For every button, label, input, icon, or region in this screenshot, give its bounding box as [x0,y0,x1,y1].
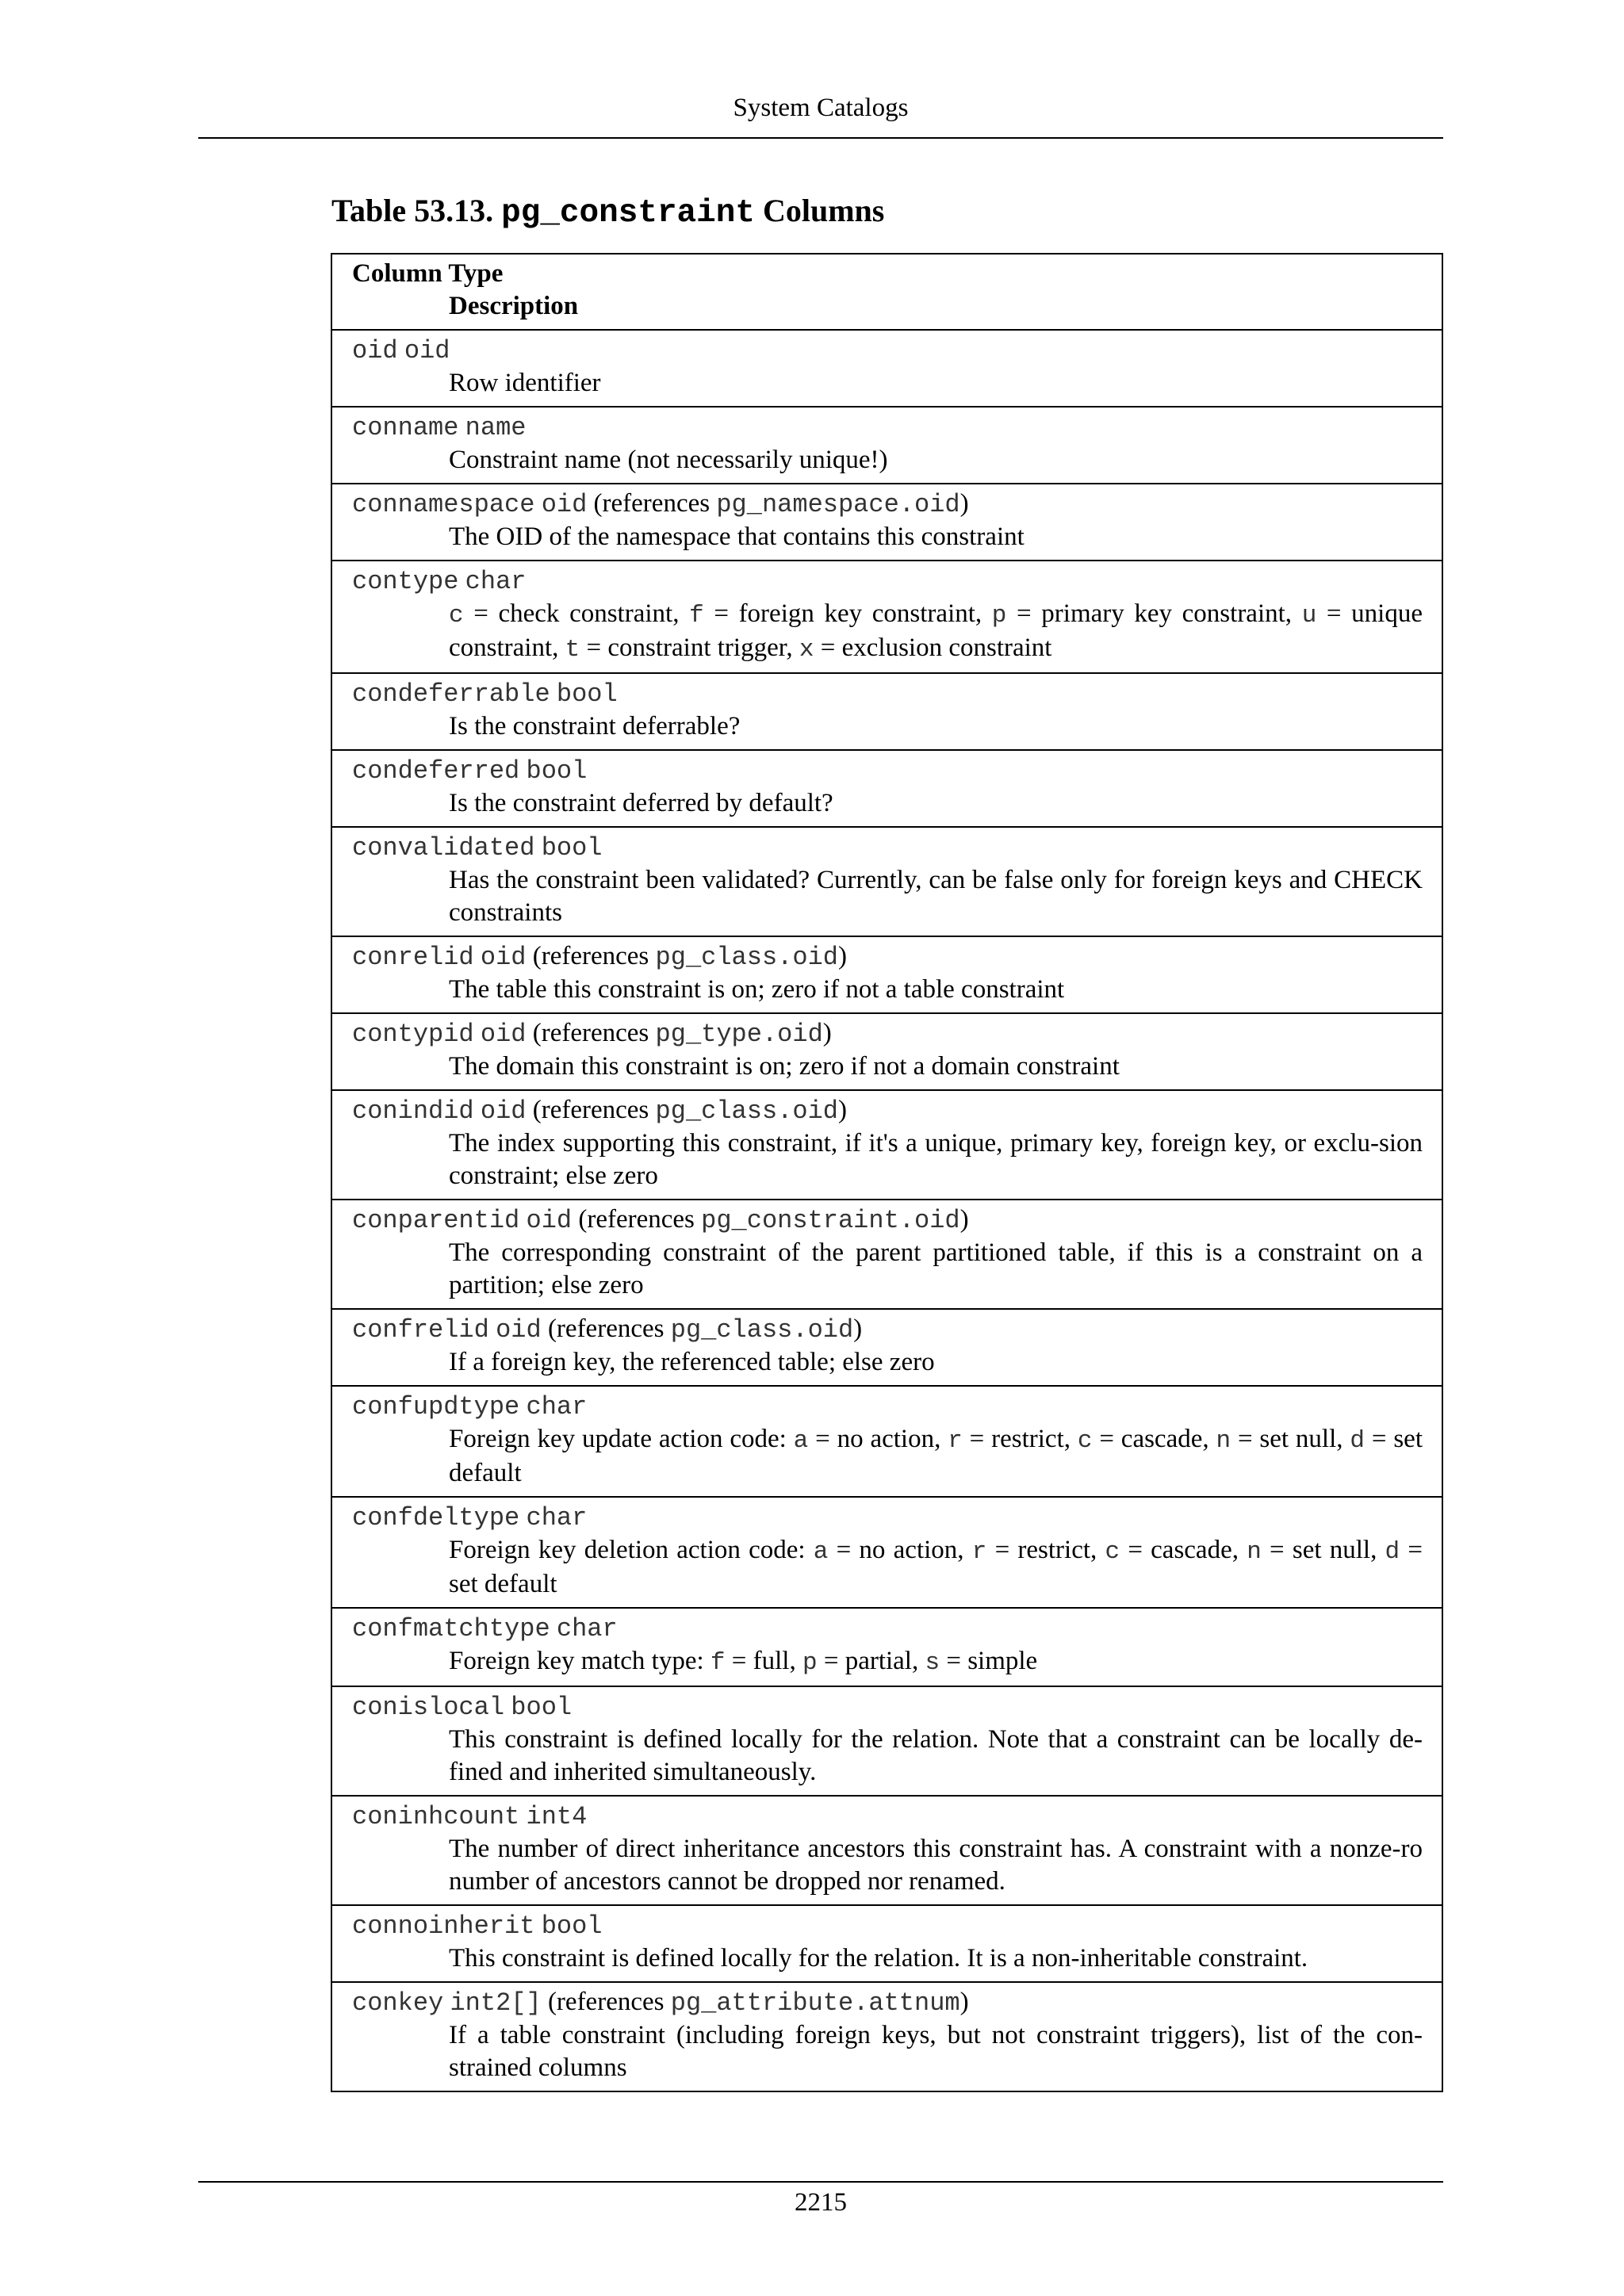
column-name-type [352,1909,1423,1942]
text-segment [550,679,557,707]
code-literal: name [465,413,527,442]
column-name-type [352,1501,1423,1534]
table-row [332,406,1442,483]
table-row [332,1385,1442,1496]
footer-divider [198,2181,1443,2183]
table-row [332,1308,1442,1385]
description-header: Description [449,292,579,320]
text-segment: ) [837,1096,847,1124]
code-literal: oid [480,1020,527,1049]
code-literal: pg_class.oid [670,1315,854,1345]
column-name-type [352,1800,1423,1833]
column-description [352,864,1423,929]
column-type-header: Column Type [352,259,504,288]
column-name-type [352,334,1423,367]
table-row [332,749,1442,826]
page-number: 2215 [795,2188,847,2217]
column-description [352,1346,1423,1379]
code-literal: a [813,1538,829,1566]
text-segment: The domain this constraint is on; zero if not a domain constraint [449,1052,1120,1081]
table-row [332,672,1442,749]
code-literal: oid [526,1206,573,1235]
text-segment: = unique constraint, [449,599,1423,662]
code-literal: condeferred [352,756,520,786]
code-literal: s [925,1649,940,1677]
text-segment: = set null, [1231,1425,1350,1453]
column-description [352,1050,1423,1083]
code-literal: pg_namespace.oid [716,490,960,519]
text-segment: = primary key constraint, [1006,599,1302,628]
code-literal: char [526,1503,588,1533]
code-literal: confrelid [352,1315,489,1345]
text-segment: = no action, [828,1536,972,1564]
text-segment [398,335,404,364]
column-name-type [352,488,1423,521]
code-literal: convalidated [352,833,535,863]
text-segment: Is the constraint deferred by default? [449,789,833,817]
table-row [332,1199,1442,1308]
text-segment [458,412,465,441]
text-segment: = simple [940,1647,1038,1675]
code-literal: conindid [352,1096,474,1126]
text-segment: Foreign key deletion action code: [449,1536,814,1564]
column-name-type [352,411,1423,444]
code-literal: u [1301,602,1317,629]
text-segment: = restrict, [962,1425,1078,1453]
code-literal: coninhcount [352,1802,520,1831]
column-description [352,444,1423,476]
text-segment [489,1314,496,1343]
header-divider [198,137,1443,139]
text-segment: = constraint trigger, [580,633,799,662]
text-segment: Foreign key update action code: [449,1425,794,1453]
code-literal: c [449,602,464,629]
column-name-type [352,1094,1423,1127]
text-segment: If a table constraint (including foreign keys, but not constraint triggers), list of the con-strained columns [449,2021,1423,2082]
text-segment [534,832,541,861]
column-name-type [352,1612,1423,1645]
table-row [332,1904,1442,1981]
table-row [332,560,1442,672]
text-segment: = set default [449,1425,1423,1487]
text-segment [458,566,465,595]
code-literal: confmatchtype [352,1614,550,1644]
text-segment: = full, [725,1647,802,1675]
text-segment: ) [959,1988,969,2016]
text-segment: (references [572,1205,702,1234]
code-literal: bool [556,679,618,709]
column-description [352,1645,1423,1679]
text-segment [474,942,481,970]
text-segment: The number of direct inheritance ancestors this constraint has. A constraint with a nonze-ro number of ancestors cannot be dropped nor renamed. [449,1835,1423,1896]
code-literal: oid [496,1315,542,1345]
text-segment: = exclusion constraint [814,633,1052,662]
code-literal: pg_attribute.attnum [670,1988,960,2018]
column-description [352,1237,1423,1302]
text-segment: (references [526,942,656,970]
text-segment: = cascade, [1120,1536,1247,1564]
code-literal: conrelid [352,943,474,972]
code-literal: condeferrable [352,679,550,709]
table-row [332,1981,1442,2091]
text-segment: ) [822,1019,832,1047]
table-row [332,1795,1442,1904]
column-name-type [352,940,1423,974]
text-segment: ) [853,1314,863,1343]
text-segment: = partial, [817,1647,925,1675]
text-segment: Has the constraint been validated? Currently, can be false only for foreign keys and CHECK constraints [449,866,1423,927]
text-segment: Foreign key match type: [449,1647,710,1675]
text-segment: (references [526,1019,656,1047]
code-literal: conparentid [352,1206,520,1235]
column-name-type [352,1313,1423,1346]
column-name-type [352,831,1423,864]
column-name-type [352,1690,1423,1724]
code-literal: bool [541,1911,603,1941]
code-literal: confdeltype [352,1503,520,1533]
code-literal: c [1077,1427,1093,1455]
table-row [332,1496,1442,1607]
column-description [352,1534,1423,1601]
running-header: System Catalogs [733,94,909,122]
code-literal: a [793,1427,809,1455]
text-segment: The table this constraint is on; zero if not a table constraint [449,975,1065,1004]
code-literal: t [565,636,580,664]
table-row [332,936,1442,1012]
code-literal: contypid [352,1020,474,1049]
code-literal: int4 [526,1802,588,1831]
code-literal: r [971,1538,987,1566]
column-description [352,367,1423,400]
code-literal: conislocal [352,1693,505,1722]
text-segment: This constraint is defined locally for the relation. Note that a constraint can be locally de-fined and inherited simultaneously. [449,1725,1423,1786]
code-literal: pg_class.oid [655,943,838,972]
column-description [352,521,1423,553]
text-segment [474,1096,481,1124]
code-literal: oid [404,336,450,365]
code-literal: d [1385,1538,1400,1566]
table-header-row [332,254,1442,329]
column-name-type [352,754,1423,787]
code-literal: conname [352,413,459,442]
code-literal: oid [480,1096,527,1126]
code-literal: c [1105,1538,1120,1566]
code-literal: pg_class.oid [655,1096,838,1126]
column-name-type [352,564,1423,598]
text-segment: = cascade, [1092,1425,1216,1453]
code-literal: pg_constraint.oid [701,1206,960,1235]
code-literal: n [1216,1427,1231,1455]
code-literal: int2[] [450,1988,542,2018]
code-literal: bool [526,756,588,786]
text-segment: (references [526,1096,656,1124]
code-literal: char [526,1392,588,1422]
table-row [332,1686,1442,1795]
code-literal: conkey [352,1988,444,2018]
text-segment [474,1019,481,1047]
code-literal: connoinherit [352,1911,535,1941]
column-name-type [352,1390,1423,1423]
text-segment [534,1911,541,1939]
text-segment: This constraint is defined locally for the relation. It is a non-inheritable constraint. [449,1944,1308,1973]
column-description [352,1942,1423,1975]
text-segment: = restrict, [986,1536,1105,1564]
column-description [352,1127,1423,1192]
code-literal: r [948,1427,963,1455]
text-segment: (references [541,1988,671,2016]
table-title-name: pg_constraint [501,195,755,232]
code-literal: pg_type.oid [655,1020,823,1049]
column-description [352,787,1423,820]
column-name-type [352,1203,1423,1237]
column-description [352,974,1423,1006]
text-segment: If a foreign key, the referenced table; else zero [449,1348,935,1376]
text-segment: (references [541,1314,671,1343]
text-segment [534,489,541,518]
columns-table [331,253,1443,2092]
text-segment: = foreign key constraint, [703,599,992,628]
code-literal: bool [511,1693,573,1722]
table-row [332,1607,1442,1686]
code-literal: oid [480,943,527,972]
code-literal: x [799,636,814,664]
code-literal: connamespace [352,490,535,519]
column-description [352,1423,1423,1490]
table-title [331,192,884,232]
code-literal: d [1350,1427,1365,1455]
table-row [332,329,1442,406]
code-literal: contype [352,567,459,596]
text-segment: (references [587,489,717,518]
code-literal: char [465,567,527,596]
code-literal: bool [541,833,603,863]
column-name-type [352,1017,1423,1050]
text-segment: The index supporting this constraint, if it's a unique, primary key, foreign key, or exclu-sion constraint; else zero [449,1129,1423,1190]
text-segment: = set null, [1261,1536,1385,1564]
text-segment: = no action, [808,1425,948,1453]
table-row [332,483,1442,560]
text-segment: Is the constraint deferrable? [449,712,741,740]
text-segment: = set default [449,1536,1423,1598]
text-segment: = check constraint, [463,599,690,628]
text-segment: The corresponding constraint of the parent partitioned table, if this is a constraint on a partition; else zero [449,1238,1423,1299]
column-description [352,1833,1423,1898]
column-description [352,1724,1423,1789]
code-literal: char [556,1614,618,1644]
table-row [332,826,1442,936]
code-literal: f [710,1649,726,1677]
column-description [352,598,1423,666]
column-name-type [352,677,1423,710]
code-literal: f [689,602,704,629]
table-row [332,1089,1442,1199]
table-title-prefix: Table 53.13. [331,193,494,228]
text-segment: The OID of the namespace that contains this constraint [449,522,1025,551]
column-description [352,710,1423,743]
text-segment [550,1613,557,1642]
code-literal: confupdtype [352,1392,520,1422]
text-segment: ) [959,489,969,518]
column-name-type [352,1986,1423,2019]
text-segment: Constraint name (not necessarily unique!) [449,446,888,474]
code-literal: p [991,602,1007,629]
column-description [352,2019,1423,2084]
text-segment: ) [959,1205,969,1234]
table-title-suffix: Columns [762,193,885,228]
text-segment: Row identifier [449,369,601,397]
code-literal: oid [352,336,398,365]
table-row [332,1012,1442,1089]
code-literal: n [1247,1538,1262,1566]
text-segment: ) [837,942,847,970]
code-literal: p [802,1649,818,1677]
code-literal: oid [541,490,588,519]
